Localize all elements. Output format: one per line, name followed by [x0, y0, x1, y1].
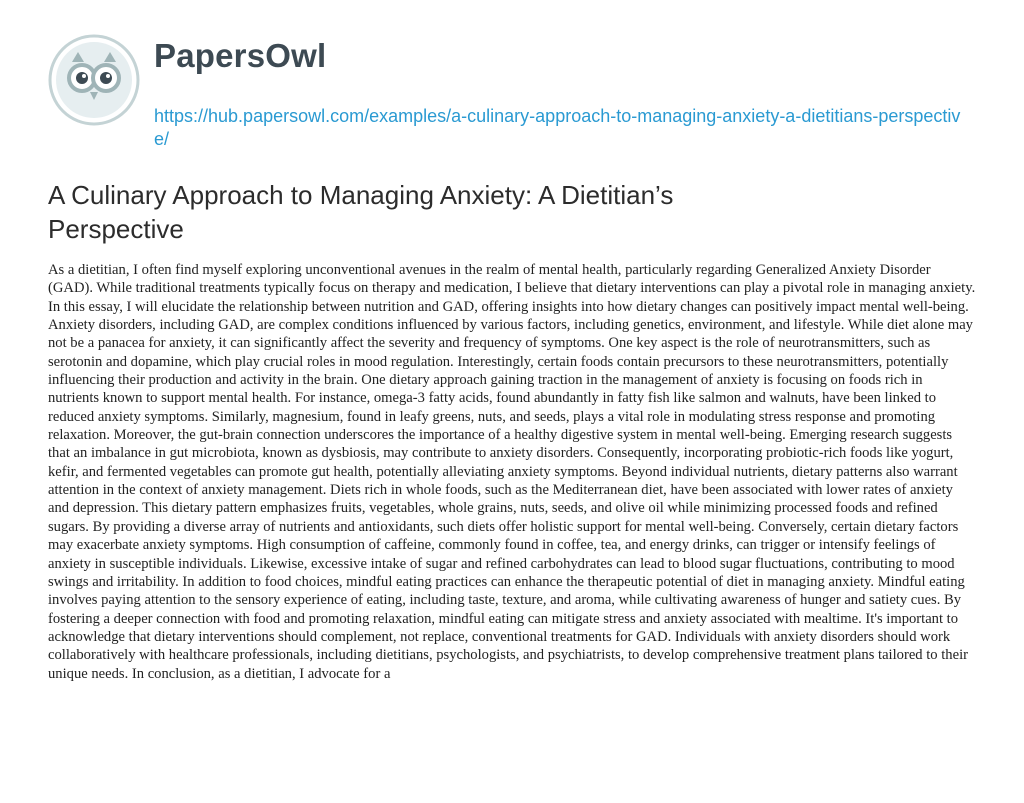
article-title: A Culinary Approach to Managing Anxiety: A Dietitian’s Perspective — [48, 180, 674, 244]
owl-logo-icon — [48, 34, 140, 126]
source-url-link[interactable]: https://hub.papersowl.com/examples/a-culinary-approach-to-managing-anxiety-a-dietitians-perspective/ — [154, 106, 961, 149]
header — [48, 34, 988, 158]
article-body: As a dietitian, I often find myself exploring unconventional avenues in the realm of mental health, particularly regarding Generalized Anxiety Disorder (GAD). While traditional treatments typically focus on therapy and medication, I believe that dietary interventions can play a pivotal role in managing anxiety. In this essay, I will elucidate the relationship between nutrition and GAD, offering insights into how dietary changes can positively impact mental well-being. Anxiety disorders, including GAD, are complex conditions influenced by various factors, including genetics, environment, and lifestyle. While diet alone may not be a panacea for anxiety, it can significantly affect the severity and frequency of symptoms. One key aspect is the role of neurotransmitters, such as serotonin and dopamine, which play crucial roles in mood regulation. Interestingly, certain foods contain precursors to these neurotransmitters, potentially influencing their production and activity in the brain. One dietary approach gaining traction in the management of anxiety is focusing on foods rich in nutrients known to support mental health. For instance, omega-3 fatty acids, found abundantly in fatty fish like salmon and walnuts, have been linked to reduced anxiety symptoms. Similarly, magnesium, found in leafy greens, nuts, and seeds, plays a vital role in modulating stress response and promoting relaxation. Moreover, the gut-brain connection underscores the importance of a healthy digestive system in mental well-being. Emerging research suggests that an imbalance in gut microbiota, known as dysbiosis, may contribute to anxiety disorders. Consequently, incorporating probiotic-rich foods like yogurt, kefir, and fermented vegetables can promote gut health, potentially alleviating anxiety symptoms. Beyond individual nutrients, dietary patterns also warrant attention in the context of anxiety management. Diets rich in whole foods, such as the Mediterranean diet, have been associated with lower rates of anxiety and depression. This dietary pattern emphasizes fruits, vegetables, whole grains, nuts, seeds, and olive oil while minimizing processed foods and refined sugars. By providing a diverse array of nutrients and antioxidants, such diets offer holistic support for mental well-being. Conversely, certain dietary factors may exacerbate anxiety symptoms. High consumption of caffeine, commonly found in coffee, tea, and energy drinks, can trigger or intensify feelings of anxiety in susceptible individuals. Likewise, excessive intake of sugar and refined carbohydrates can lead to blood sugar fluctuations, contributing to mood swings and irritability. In addition to food choices, mindful eating practices can enhance the therapeutic potential of diet in managing anxiety. Mindful eating involves paying attention to the sensory experience of eating, including taste, texture, and aroma, while cultivating awareness of hunger and satiety cues. By fostering a deeper connection with food and promoting relaxation, mindful eating can mitigate stress and anxiety associated with mealtime. It's important to acknowledge that dietary interventions should complement, not replace, conventional treatments for GAD. Individuals with anxiety disorders should work collaboratively with healthcare professionals, including dietitians, psychologists, and psychiatrists, to develop comprehensive treatment plans tailored to their unique needs. In conclusion, as a dietitian, I advocate for a — [48, 262, 976, 682]
brand-name[interactable]: PapersOwl — [154, 37, 327, 74]
